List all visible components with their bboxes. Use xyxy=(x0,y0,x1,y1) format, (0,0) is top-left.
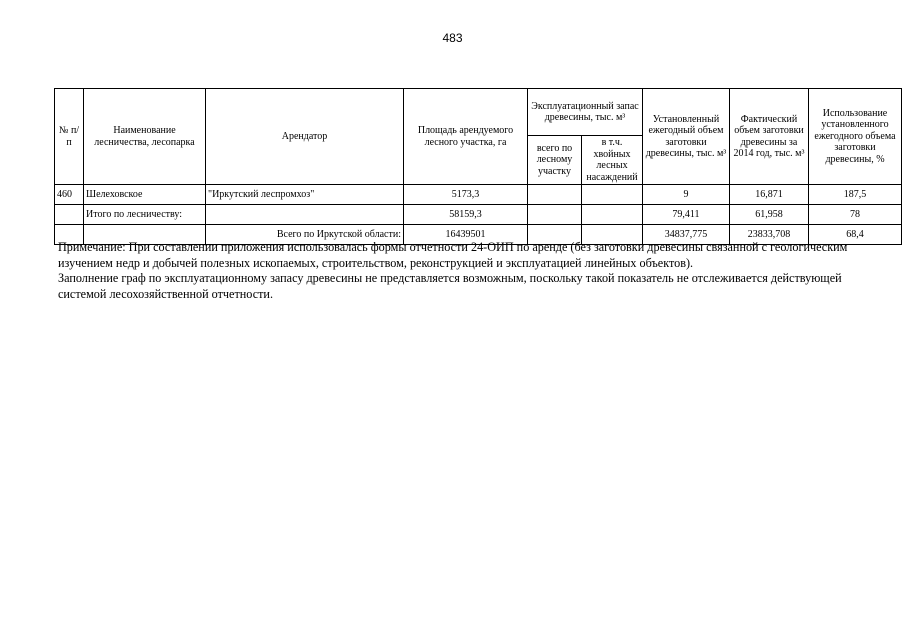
note-paragraph: Примечание: При составлении приложения использовалась формы отчетности 24-ОИП по аренде (без заготовки древесины связанной с геологическим изучением недр и добычей полезных ископаемых, строительством, реконструкцией и эксплуатацией линейных объектов). xyxy=(58,240,848,270)
note-block xyxy=(58,240,858,302)
subtotal-actual: 61,958 xyxy=(730,205,809,225)
header-area: Площадь арендуемого лесного участка, га xyxy=(404,89,528,185)
page-number: 483 xyxy=(442,31,463,45)
total-label: Всего по Иркутской области: xyxy=(206,225,404,245)
row-reserve-incl xyxy=(582,185,643,205)
subtotal-annual: 79,411 xyxy=(643,205,730,225)
subtotal-row xyxy=(55,205,902,225)
subtotal-reserve-total xyxy=(528,205,582,225)
row-pct: 187,5 xyxy=(809,185,902,205)
header-reserve-group: Эксплуатационный запас древесины, тыс. м³ xyxy=(528,89,643,136)
row-reserve-total xyxy=(528,185,582,205)
total-actual: 23833,708 xyxy=(730,225,809,245)
header-reserve-total: всего по лесному участку xyxy=(528,136,582,185)
lease-report-table xyxy=(54,88,902,245)
row-tenant: "Иркутский леспромхоз" xyxy=(206,185,404,205)
note-paragraph: Заполнение граф по эксплуатационному запасу древесины не представляется возможным, поскольку такой показатель не отслеживается действующей системой лесохозяйственной отчетности. xyxy=(58,271,842,301)
subtotal-empty-cell xyxy=(206,205,404,225)
header-actual-volume: Фактический объем заготовки древесины за 2014 год, тыс. м³ xyxy=(730,89,809,185)
row-annual: 9 xyxy=(643,185,730,205)
total-annual: 34837,775 xyxy=(643,225,730,245)
header-tenant: Арендатор xyxy=(206,89,404,185)
header-forestry: Наименование лесничества, лесопарка xyxy=(84,89,206,185)
header-num: № п/п xyxy=(55,89,84,185)
total-pct: 68,4 xyxy=(809,225,902,245)
header-usage-pct: Использование установленного ежегодного объема заготовки древесины, % xyxy=(809,89,902,185)
row-forestry: Шелеховское xyxy=(84,185,206,205)
row-actual: 16,871 xyxy=(730,185,809,205)
header-reserve-incl: в т.ч. хвойных лесных насаждений xyxy=(582,136,643,185)
subtotal-label: Итого по лесничеству: xyxy=(84,205,206,225)
table-row xyxy=(55,185,902,205)
total-area: 16439501 xyxy=(404,225,528,245)
subtotal-empty-cell xyxy=(55,205,84,225)
header-annual-volume: Установленный ежегодный объем заготовки древесины, тыс. м³ xyxy=(643,89,730,185)
row-area: 5173,3 xyxy=(404,185,528,205)
row-num: 460 xyxy=(55,185,84,205)
subtotal-area: 58159,3 xyxy=(404,205,528,225)
subtotal-reserve-incl xyxy=(582,205,643,225)
subtotal-pct: 78 xyxy=(809,205,902,225)
